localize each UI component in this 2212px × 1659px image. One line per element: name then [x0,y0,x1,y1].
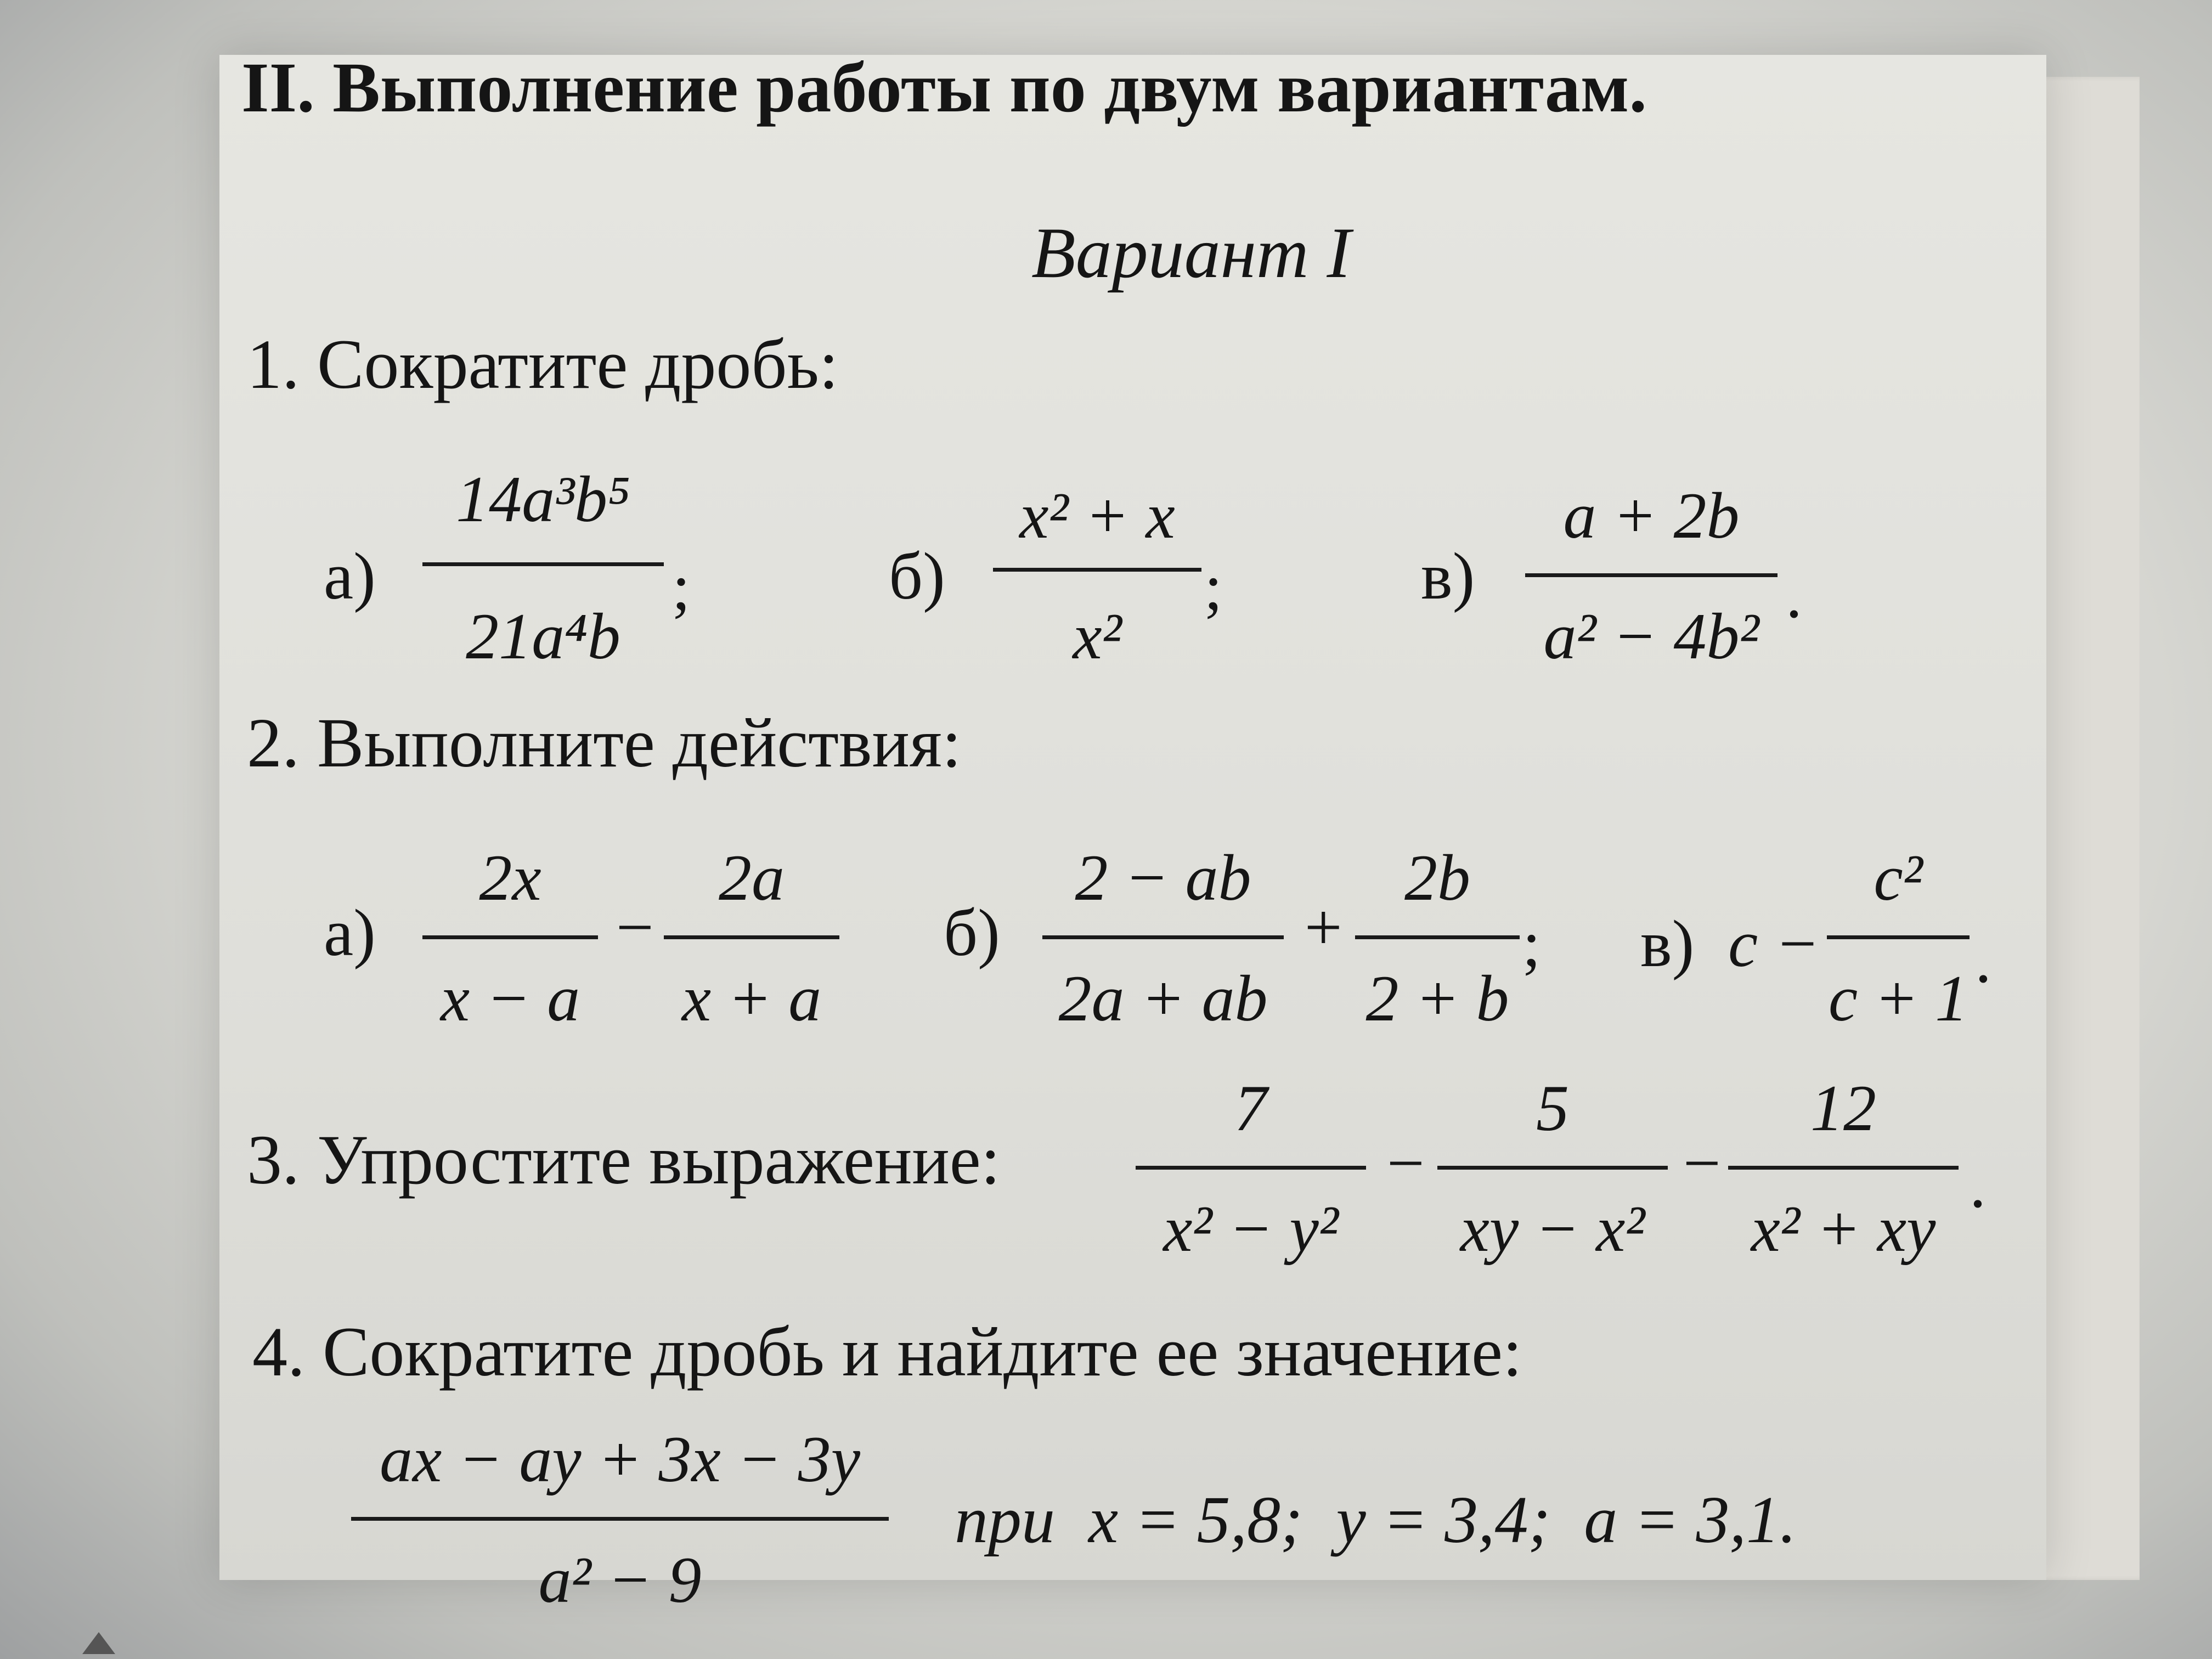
adjacent-page-edge [2030,77,2140,1580]
task1-c-numerator: a + 2b [1563,479,1740,552]
fraction-bar [1728,1166,1959,1170]
task3-f2-numerator: 5 [1536,1071,1569,1144]
task2-b-f1-numerator: 2 − ab [1075,841,1251,914]
task2-a-label: а) [324,896,376,970]
task2-c-fraction [1827,841,1970,1035]
fraction-bar [1355,935,1520,939]
task2-c-terminator: . [1975,923,1991,996]
fraction-bar [422,935,598,939]
mouse-cursor-icon [82,1632,115,1654]
task4-numerator: ax − ay + 3x − 3y [380,1423,860,1496]
task2-title: 2. Выполните действия: [247,704,962,782]
task1-a-denominator: 21a⁴b [466,600,620,673]
task2-c-label: в) [1640,907,1695,981]
task4-denominator: a² − 9 [538,1543,702,1616]
variant-title: Вариант I [1031,212,1351,293]
task1-a-terminator: ; [672,550,691,623]
task2-b-fraction-2 [1355,841,1520,1035]
task2-c-numerator: c² [1874,841,1923,914]
task1-a-fraction [422,462,664,673]
task2-b-f2-denominator: 2 + b [1365,962,1509,1035]
fraction-bar [422,562,664,566]
worksheet-heading: II. Выполнение работы по двум вариантам. [241,48,1647,127]
task3-fraction-1 [1136,1071,1366,1265]
task1-title: 1. Сократите дробь: [247,325,839,403]
task2-b-terminator: ; [1522,907,1541,980]
task1-c-fraction [1525,479,1778,673]
task1-b-numerator: x² + x [1019,479,1175,552]
task1-b-terminator: ; [1204,550,1223,623]
task1-b-label: б) [889,539,945,613]
fraction-bar [1525,573,1778,577]
task2-a-f1-denominator: x − a [440,962,580,1035]
fraction-bar [1827,935,1970,939]
fraction-bar [1136,1166,1366,1170]
task2-a-fraction-1 [422,841,598,1035]
task2-a-operator: − [612,890,657,964]
task1-c-denominator: a² − 4b² [1543,600,1759,673]
task2-b-label: б) [944,896,1000,970]
task1-b-fraction [993,479,1201,673]
task1-a-numerator: 14a³b⁵ [456,462,630,535]
task3-f1-numerator: 7 [1234,1071,1267,1144]
task3-f1-denominator: x² − y² [1163,1192,1339,1265]
fraction-bar [1042,935,1284,939]
task2-a-f2-denominator: x + a [681,962,822,1035]
fraction-bar [1437,1166,1668,1170]
task1-b-denominator: x² [1073,600,1122,673]
task3-title: 3. Упростите выражение: [247,1121,1001,1199]
fraction-bar [664,935,839,939]
task3-terminator: . [1970,1148,1986,1221]
task2-a-fraction-2 [664,841,839,1035]
task3-f2-denominator: xy − x² [1460,1192,1645,1265]
task2-b-fraction-1 [1042,841,1284,1035]
task2-b-f2-numerator: 2b [1404,841,1470,914]
task3-operator-2: − [1679,1126,1724,1200]
fraction-bar [993,568,1201,572]
task3-fraction-2 [1437,1071,1668,1265]
task2-c-denominator: c + 1 [1828,962,1968,1035]
task3-fraction-3 [1728,1071,1959,1265]
task2-a-f1-numerator: 2x [479,841,541,914]
task2-b-operator: + [1300,890,1346,964]
task2-a-f2-numerator: 2a [719,841,785,914]
task1-c-terminator: . [1786,558,1802,631]
task3-f3-denominator: x² + xy [1751,1192,1936,1265]
task3-f3-numerator: 12 [1810,1071,1876,1144]
task4-fraction [351,1423,889,1616]
task4-title: 4. Сократите дробь и найдите ее значение: [252,1313,1522,1391]
task3-operator-1: − [1383,1126,1428,1200]
task2-b-f1-denominator: 2a + ab [1058,962,1268,1035]
task2-c-lead: c − [1728,907,1820,981]
task1-a-label: а) [324,539,376,613]
task1-c-label: в) [1421,539,1475,613]
fraction-bar [351,1517,889,1521]
task4-condition: при x = 5,8; y = 3,4; a = 3,1. [955,1483,1797,1557]
